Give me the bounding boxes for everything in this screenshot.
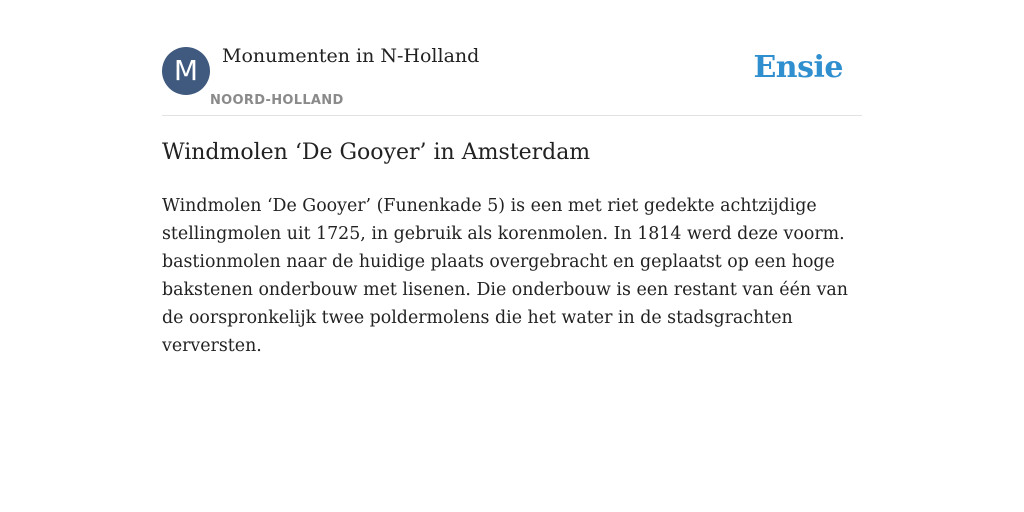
category-link[interactable]: NOORD-HOLLAND	[210, 93, 344, 108]
header	[162, 0, 862, 116]
brand-logo[interactable]: Ensie	[753, 50, 843, 85]
article-title: Windmolen ‘De Gooyer’ in Amsterdam	[162, 140, 591, 165]
author-name[interactable]: Monumenten in N-Holland	[222, 45, 480, 67]
article-body: Windmolen ‘De Gooyer’ (Funenkade 5) is een met riet gedekte achtzijdige stellingmolen uit 1725, in gebruik als korenmolen. In 1814 werd deze voorm. bastionmolen naar de huidige plaats overgebracht en geplaatst op een hoge bakstenen onderbouw met lisenen. Die onderbouw is een restant van één van de oorspronkelijk twee poldermolens die het water in de stadsgrachten verversten.	[162, 196, 848, 356]
content-container	[162, 0, 862, 356]
author-avatar[interactable]: M	[162, 47, 210, 95]
